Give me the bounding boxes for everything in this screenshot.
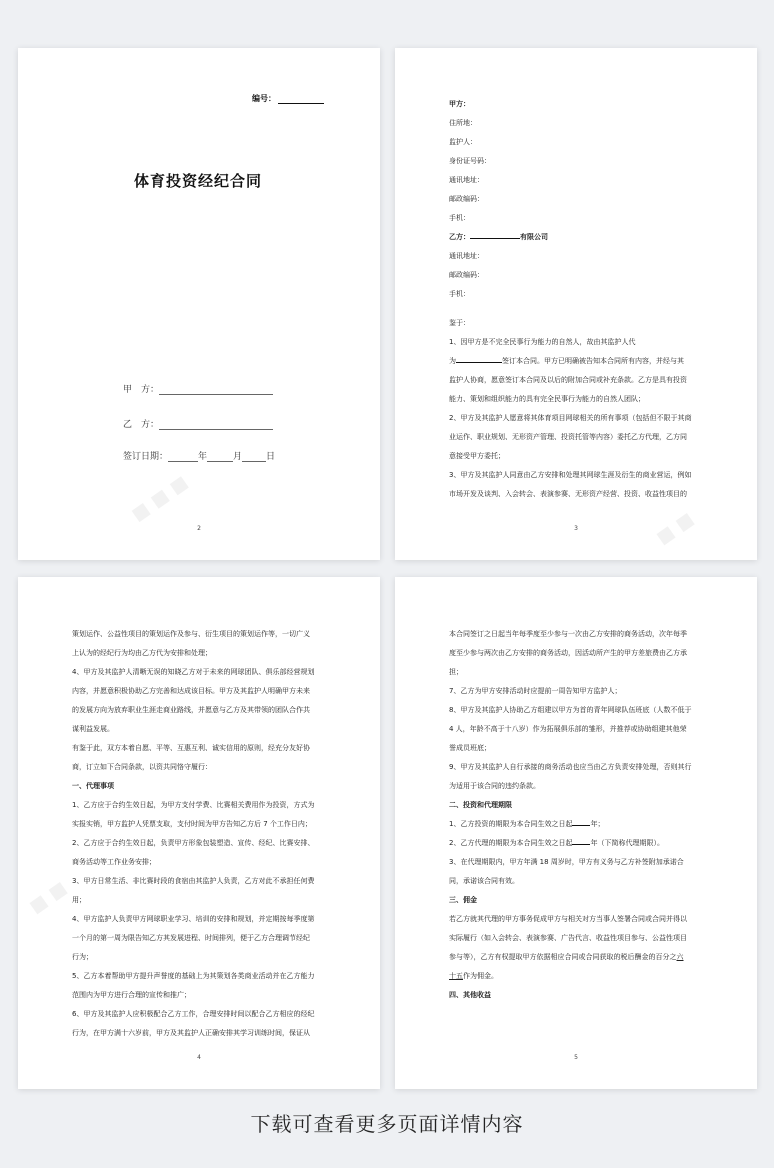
text-line: 1、乙方应于合约生效日起，为甲方支付学费、比赛相关费用作为投资，方式为 bbox=[72, 801, 315, 809]
text-line: 策划运作、公益性项目的策划运作及参与、衍生项目的策划运作等，一切广义 bbox=[72, 630, 310, 638]
blank-line bbox=[456, 355, 502, 363]
text-line: 同，承诺该合同有效。 bbox=[449, 877, 519, 885]
text-line: 实报实销，甲方监护人凭票支取，支付时间为甲方告知乙方后 7 个工作日内； bbox=[72, 820, 312, 828]
contract-number-line bbox=[278, 95, 324, 104]
text-span: 作为佣金。 bbox=[463, 972, 498, 980]
text-line: 商务活动等工作业务安排； bbox=[72, 858, 156, 866]
month-line bbox=[207, 451, 233, 462]
text-line: 度至少参与两次由乙方安排的商务活动，因活动所产生的甲方差旅费由乙方承 bbox=[449, 649, 687, 657]
text-line: 7、乙方为甲方安排活动时应提前一周告知甲方监护人； bbox=[449, 687, 622, 695]
watermark: ■ ■ bbox=[652, 508, 698, 549]
text-span: 签订本合同。甲方已明确被告知本合同所有内容，并经与其 bbox=[502, 357, 684, 365]
percentage-value: 六 bbox=[676, 953, 684, 961]
date-label: 签订日期： bbox=[123, 452, 169, 462]
contract-number bbox=[252, 93, 324, 104]
party-a-line bbox=[159, 384, 273, 395]
text-line: 用； bbox=[72, 896, 86, 904]
download-caption: 下载可查看更多页面详情内容 bbox=[250, 1112, 524, 1136]
text-line: 谋利益发展。 bbox=[72, 725, 114, 733]
text-line: 的发展方向为放弃职业生涯走商业路线，并愿意与乙方及其带领的团队合作共 bbox=[72, 706, 310, 714]
page-number: 3 bbox=[574, 525, 578, 532]
text-line: 2、乙方应于合约生效日起，负责甲方形象包装塑造、宣传、经纪、比赛安排、 bbox=[72, 839, 315, 847]
text-line: 内容，并愿意积极协助乙方完善和达成该目标。甲方及其监护人明确甲方未来 bbox=[72, 687, 310, 695]
text-line: 一个月的第一周为限告知乙方其发展进程、时间排列，便于乙方合理调节经纪 bbox=[72, 934, 310, 942]
page-parties bbox=[395, 48, 757, 560]
text-line: 通讯地址： bbox=[449, 176, 484, 184]
contract-title: 体育投资经纪合同 bbox=[134, 172, 263, 190]
text-span: 参与等），乙方有权提取甲方依据相应合同或合同获取的税后酬金的百分之 bbox=[449, 953, 677, 961]
section-heading: 二、投资和代理期限 bbox=[449, 801, 512, 809]
year-line bbox=[168, 451, 198, 462]
text-line: 身份证号码： bbox=[449, 157, 491, 165]
text-line: 4 人，年龄不高于十八岁）作为拓展俱乐部的雏形，并推荐或协助组建其他荣 bbox=[449, 725, 687, 733]
party-b-label: 乙方： bbox=[449, 233, 470, 241]
text-line: 4、甲方监护人负责甲方网球职业学习、培训的安排和规划，并定期按每季度第 bbox=[72, 915, 315, 923]
text-span: 年（下简称代理期限）。 bbox=[590, 839, 664, 847]
text-line bbox=[449, 967, 705, 986]
sign-date bbox=[123, 449, 275, 462]
text-line bbox=[449, 815, 705, 834]
text-line: 若乙方就其代理的甲方事务促成甲方与相关对方当事人签署合同或合同并得以 bbox=[449, 915, 687, 923]
day-line bbox=[242, 451, 266, 462]
text-line: 意接受甲方委托； bbox=[449, 452, 505, 460]
text-span: 2、乙方代理的期限为本合同生效之日起 bbox=[449, 839, 573, 847]
watermark: ■ ■ ■ bbox=[127, 471, 192, 526]
text-line: 4、甲方及其监护人清晰无误的知晓乙方对于未来的网球团队、俱乐部经营规划 bbox=[72, 668, 315, 676]
text-span: 为 bbox=[449, 357, 456, 365]
text-line bbox=[449, 948, 705, 967]
party-b-line bbox=[159, 419, 273, 430]
text-line: 范围内为甲方进行合理的宣传和推广； bbox=[72, 991, 191, 999]
text-line: 誉成员班底； bbox=[449, 744, 491, 752]
text-line: 为适用于该合同的违约条款。 bbox=[449, 782, 540, 790]
blank-line bbox=[572, 818, 590, 826]
text-line: 行为，在甲方满十六岁前，甲方及其监护人正确安排其学习训练时间，保证从 bbox=[72, 1029, 310, 1037]
text-line: 能力、策划和组织能力的具有完全民事行为能力的自然人团队； bbox=[449, 395, 645, 403]
section-heading: 三、佣金 bbox=[449, 896, 477, 904]
party-a-label: 甲 方： bbox=[123, 385, 160, 395]
text-line: 业运作、职业规划、无形资产管理、投资托管等内容）委托乙方代理，乙方同 bbox=[449, 433, 687, 441]
text-line: 3、在代理期限内，甲方年满 18 周岁时，甲方有义务与乙方补签附加承诺合 bbox=[449, 858, 684, 866]
text-span: 1、乙方投资的期限为本合同生效之日起 bbox=[449, 820, 573, 828]
section-heading: 一、代理事项 bbox=[72, 782, 114, 790]
text-line bbox=[449, 352, 705, 371]
month-label: 月 bbox=[233, 452, 243, 462]
text-line bbox=[449, 228, 705, 247]
blank-line bbox=[470, 231, 520, 239]
page-number: 2 bbox=[197, 525, 201, 532]
text-line: 手机： bbox=[449, 214, 470, 222]
party-b-label: 乙 方： bbox=[123, 420, 160, 430]
page-text bbox=[72, 625, 328, 1043]
text-line bbox=[449, 834, 705, 853]
page-agency-matters bbox=[18, 577, 380, 1089]
section-heading: 四、其他收益 bbox=[449, 991, 491, 999]
party-a-signature bbox=[123, 382, 273, 395]
watermark: ■ ■ bbox=[25, 877, 71, 918]
text-line: 3、甲方及其监护人同意由乙方安排和处理其网球生涯及衍生的商业营运，例如 bbox=[449, 471, 692, 479]
percentage-value: 十五 bbox=[449, 972, 463, 980]
text-line: 邮政编码： bbox=[449, 271, 484, 279]
page-cover bbox=[18, 48, 380, 560]
text-line: 8、甲方及其监护人协助乙方组建以甲方为首的青年网球队伍班底（人数不低于 bbox=[449, 706, 692, 714]
spacer bbox=[449, 304, 705, 314]
text-span: 年； bbox=[590, 820, 605, 828]
page-number: 5 bbox=[574, 1054, 578, 1061]
text-line: 2、甲方及其监护人愿意将其体育项目网球相关的所有事项（包括但不限于其商 bbox=[449, 414, 692, 422]
text-line: 9、甲方及其监护人自行承接的商务活动也应当由乙方负责安排处理，否则其行 bbox=[449, 763, 692, 771]
party-b-signature bbox=[123, 417, 273, 430]
text-line: 实际履行（如入会转会、表演参赛、广告代言、收益性项目参与、公益性项目 bbox=[449, 934, 687, 942]
page-text bbox=[449, 95, 705, 504]
text-line: 住所地： bbox=[449, 119, 477, 127]
text-line: 监护人协商，愿意签订本合同及以后的附加合同或补充条款。乙方是具有投资 bbox=[449, 376, 687, 384]
text-line: 商，订立如下合同条款，以资共同恪守履行： bbox=[72, 763, 212, 771]
page-number: 4 bbox=[197, 1054, 201, 1061]
text-line: 手机： bbox=[449, 290, 470, 298]
text-line: 本合同签订之日起当年每季度至少参与一次由乙方安排的商务活动，次年每季 bbox=[449, 630, 687, 638]
text-line: 1、因甲方是不完全民事行为能力的自然人，故由其监护人代 bbox=[449, 338, 636, 346]
contract-number-label: 编号： bbox=[252, 94, 276, 103]
text-line: 5、乙方本着帮助甲方提升声誉度的基础上为其策划各类商业活动并在乙方能力 bbox=[72, 972, 315, 980]
text-line: 3、甲方日常生活、非比赛时段的食宿由其监护人负责，乙方对此不承担任何费 bbox=[72, 877, 315, 885]
text-line: 甲方： bbox=[449, 100, 470, 108]
text-line: 邮政编码： bbox=[449, 195, 484, 203]
day-label: 日 bbox=[266, 452, 276, 462]
text-line: 上认为的经纪行为均由乙方代为安排和处理； bbox=[72, 649, 212, 657]
page-text bbox=[449, 625, 705, 1005]
company-suffix: 有限公司 bbox=[520, 233, 548, 241]
text-line: 有鉴于此，双方本着自愿、平等、互惠互利、诚实信用的原则，经充分友好协 bbox=[72, 744, 310, 752]
text-line: 行为； bbox=[72, 953, 93, 961]
page-terms bbox=[395, 577, 757, 1089]
text-line: 6、甲方及其监护人应积极配合乙方工作，合理安排时间以配合乙方相应的经纪 bbox=[72, 1010, 315, 1018]
text-line: 鉴于： bbox=[449, 319, 470, 327]
text-line: 监护人： bbox=[449, 138, 477, 146]
text-line: 市场开发及谈判、入会转会、表演参赛、无形资产经营、投资、收益性项目的 bbox=[449, 490, 687, 498]
blank-line bbox=[572, 837, 590, 845]
text-line: 担； bbox=[449, 668, 463, 676]
year-label: 年 bbox=[198, 452, 208, 462]
text-line: 通讯地址： bbox=[449, 252, 484, 260]
